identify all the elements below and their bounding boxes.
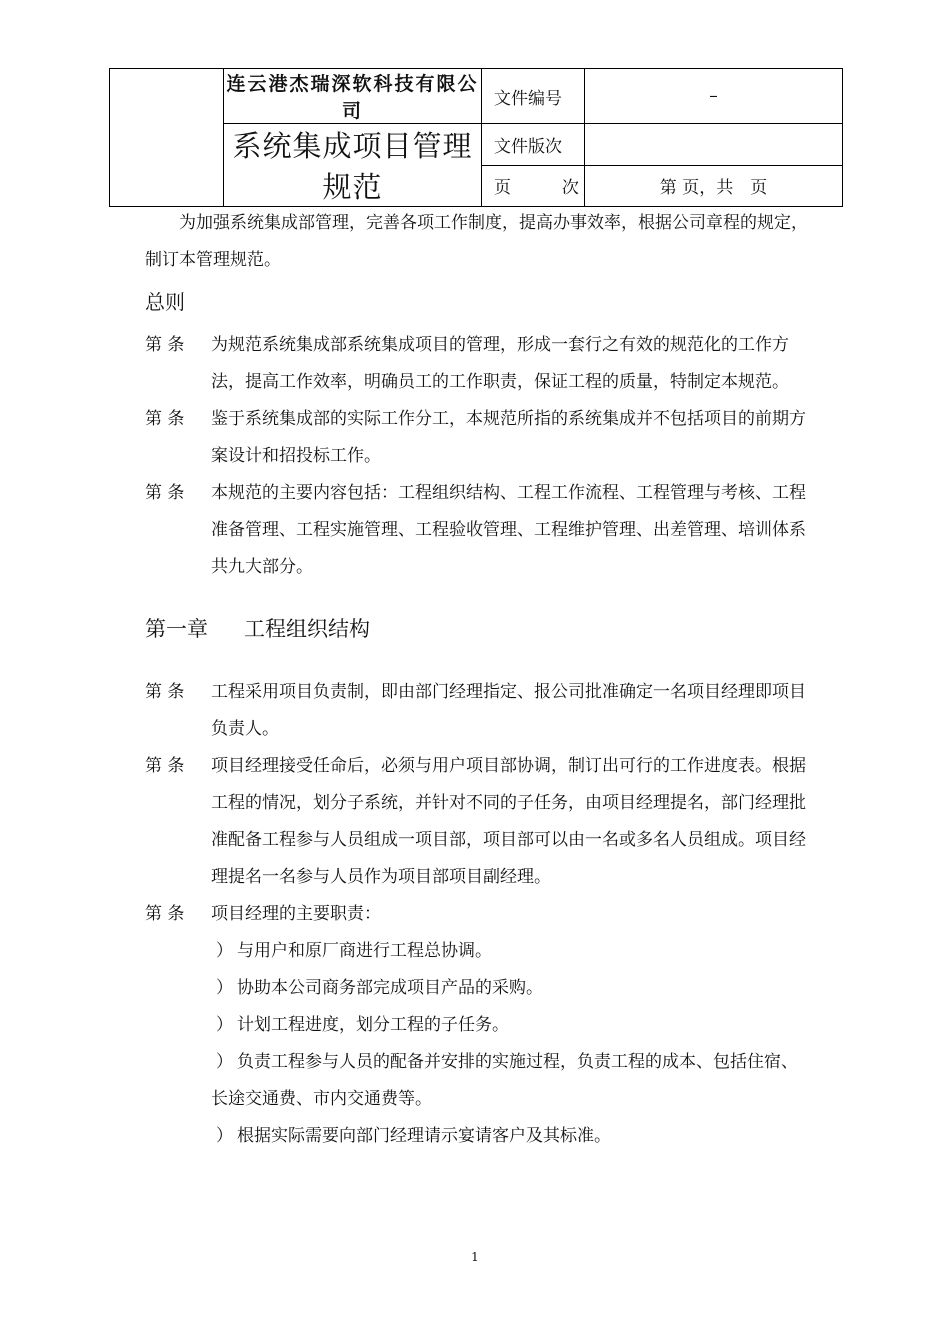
duty-item: [145, 933, 810, 970]
logo-cell: [110, 69, 224, 207]
document-body: [145, 205, 810, 1155]
duty-text: 根据实际需要向部门经理请示宴请客户及其标准。: [237, 1126, 611, 1146]
article: [145, 327, 810, 401]
file-number-value: –: [585, 69, 843, 124]
article-label: 第 条: [145, 904, 185, 924]
duty-text: 负责工程参与人员的配备并安排的实施过程，负责工程的成本、包括住宿、长途交通费、市内交通费等。: [211, 1052, 798, 1109]
intro-paragraph: 为加强系统集成部管理，完善各项工作制度，提高办事效率，根据公司章程的规定，制订本管理规范。: [145, 213, 808, 270]
duty-paren: ）: [216, 1052, 233, 1072]
article: [145, 748, 810, 896]
duty-item: [145, 1007, 810, 1044]
duty-item: [145, 1044, 810, 1118]
page-count-value: 第 页，共 页: [585, 165, 843, 207]
article-label: 第 条: [145, 682, 185, 702]
duty-paren: ）: [216, 1126, 233, 1146]
chapter-heading: [145, 614, 810, 644]
file-version-label: 文件版次: [482, 124, 585, 166]
article: [145, 674, 810, 748]
duty-item: [145, 970, 810, 1007]
company-name: 连云港杰瑞深软科技有限公司: [224, 69, 482, 124]
document-header-table: [109, 68, 843, 207]
article-text: 本规范的主要内容包括：工程组织结构、工程工作流程、工程管理与考核、工程准备管理、工程实施管理、工程验收管理、工程维护管理、出差管理、培训体系共九大部分。: [211, 483, 806, 577]
section-heading-general: 总则: [145, 290, 185, 314]
document-title: 系统集成项目管理规范: [224, 124, 482, 207]
duty-text: 协助本公司商务部完成项目产品的采购。: [237, 978, 543, 998]
article-text: 项目经理接受任命后，必须与用户项目部协调，制订出可行的工作进度表。根据工程的情况，划分子系统，并针对不同的子任务，由项目经理提名，部门经理批准配备工程参与人员组成一项目部，项目部可以由一名或多名人员组成。项目经理提名一名参与人员作为项目部项目副经理。: [211, 756, 806, 887]
duty-paren: ）: [216, 941, 233, 961]
page-label-b: 次: [561, 178, 579, 199]
article-label: 第 条: [145, 409, 185, 429]
duty-text: 计划工程进度，划分工程的子任务。: [237, 1015, 509, 1035]
article-text: 鉴于系统集成部的实际工作分工，本规范所指的系统集成并不包括项目的前期方案设计和招投标工作。: [211, 409, 806, 466]
duty-item: [145, 1118, 810, 1155]
file-number-label: 文件编号: [482, 69, 585, 124]
article: [145, 475, 810, 586]
duty-text: 与用户和原厂商进行工程总协调。: [237, 941, 492, 961]
article: [145, 401, 810, 475]
page-label-a: 页: [494, 178, 511, 199]
file-version-value: [585, 124, 843, 166]
article-text: 项目经理的主要职责：: [211, 904, 381, 924]
article-text: 工程采用项目负责制，即由部门经理指定、报公司批准确定一名项目经理即项目负责人。: [211, 682, 806, 739]
chapter-title: 工程组织结构: [244, 617, 370, 641]
article-label: 第 条: [145, 483, 185, 503]
article-label: 第 条: [145, 335, 185, 355]
duty-paren: ）: [216, 978, 233, 998]
page-number: 1: [471, 1250, 479, 1264]
duty-paren: ）: [216, 1015, 233, 1035]
chapter-number: 第一章: [145, 617, 208, 641]
article-text: 为规范系统集成部系统集成项目的管理，形成一套行之有效的规范化的工作方法，提高工作效率，明确员工的工作职责，保证工程的质量，特制定本规范。: [211, 335, 789, 392]
page-label: [482, 165, 585, 207]
article-label: 第 条: [145, 756, 185, 776]
article: [145, 896, 810, 933]
